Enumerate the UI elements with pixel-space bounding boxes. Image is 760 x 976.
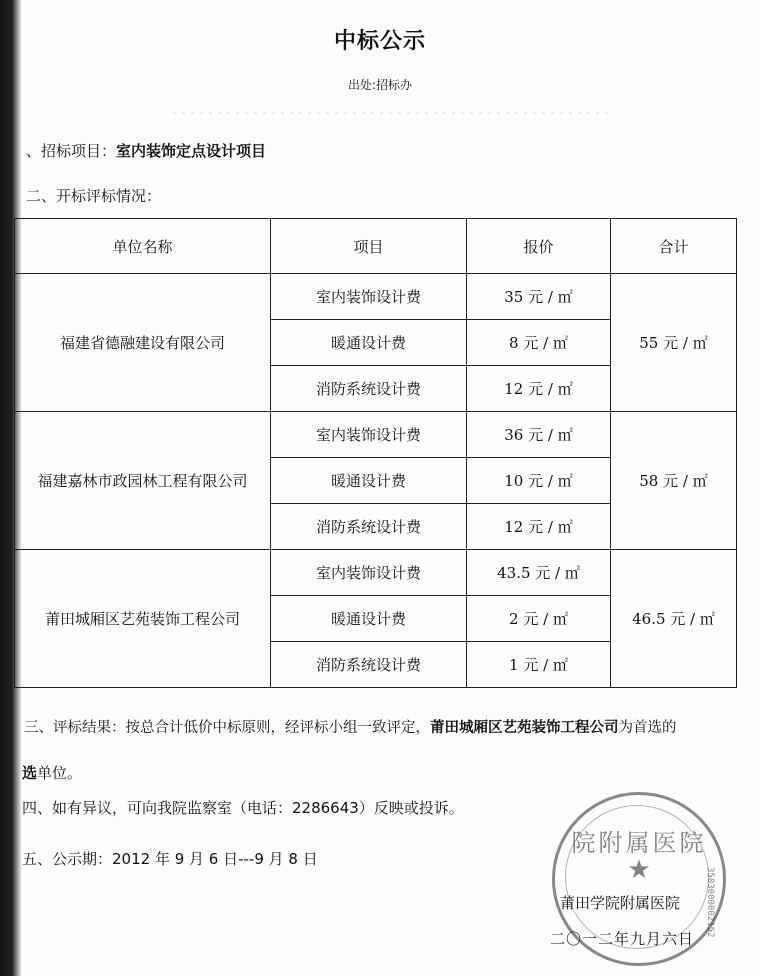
section-3-line2-rest: 单位。 bbox=[37, 764, 83, 782]
header-item: 项目 bbox=[271, 219, 467, 274]
section-3-tail: 为首选的 bbox=[618, 720, 677, 736]
section-5-text: 五、公示期：2012 年 9 月 6 日---9 月 8 日 bbox=[22, 850, 318, 868]
seal-code: 3503000002152 bbox=[705, 867, 715, 938]
table-row bbox=[15, 274, 737, 320]
item-cell: 室内装饰设计费 bbox=[271, 274, 467, 320]
item-cell: 室内装饰设计费 bbox=[271, 550, 467, 596]
seal-star-icon: ★ bbox=[627, 855, 651, 885]
signature-organization: 莆田学院附属医院 bbox=[560, 894, 681, 912]
price-cell: 43.5 元 / ㎡ bbox=[467, 550, 611, 596]
bidder-name: 福建省德融建设有限公司 bbox=[15, 274, 271, 412]
separator-dots bbox=[170, 110, 610, 116]
section-1-label: 、招标项目： bbox=[26, 142, 117, 160]
bid-evaluation-table bbox=[14, 218, 737, 688]
item-cell: 消防系统设计费 bbox=[271, 504, 467, 550]
price-cell: 8 元 / ㎡ bbox=[467, 320, 611, 366]
item-cell: 暖通设计费 bbox=[271, 320, 467, 366]
price-cell: 35 元 / ㎡ bbox=[467, 274, 611, 320]
total-cell: 58 元 / ㎡ bbox=[611, 412, 737, 550]
section-3 bbox=[24, 716, 677, 737]
price-cell: 1 元 / ㎡ bbox=[467, 642, 611, 688]
page-title: 中标公示 bbox=[333, 29, 426, 54]
section-2-label: 二、开标评标情况： bbox=[26, 187, 162, 205]
section-3-line-2 bbox=[22, 762, 82, 783]
section-3-line2-bold: 选 bbox=[22, 764, 38, 782]
header-company: 单位名称 bbox=[15, 219, 271, 274]
header-price: 报价 bbox=[467, 219, 611, 274]
item-cell: 消防系统设计费 bbox=[271, 642, 467, 688]
price-cell: 10 元 / ㎡ bbox=[467, 458, 611, 504]
table-row bbox=[15, 550, 737, 596]
price-cell: 36 元 / ㎡ bbox=[467, 412, 611, 458]
item-cell: 室内装饰设计费 bbox=[271, 412, 467, 458]
item-cell: 消防系统设计费 bbox=[271, 366, 467, 412]
winning-bidder: 莆田城厢区艺苑装饰工程公司 bbox=[430, 720, 619, 736]
seal-text: 院附属医院 bbox=[571, 829, 707, 857]
price-cell: 12 元 / ㎡ bbox=[467, 504, 611, 550]
section-5 bbox=[22, 848, 318, 869]
total-cell: 46.5 元 / ㎡ bbox=[611, 550, 737, 688]
item-cell: 暖通设计费 bbox=[271, 458, 467, 504]
section-4 bbox=[22, 797, 464, 818]
price-cell: 12 元 / ㎡ bbox=[467, 366, 611, 412]
total-cell: 55 元 / ㎡ bbox=[611, 274, 737, 412]
bidder-name: 莆田城厢区艺苑装饰工程公司 bbox=[15, 550, 271, 688]
header-total: 合计 bbox=[611, 219, 737, 274]
section-4-text: 四、如有异议，可向我院监察室（电话：2286643）反映或投诉。 bbox=[22, 799, 464, 817]
bidder-name: 福建嘉林市政园林工程有限公司 bbox=[15, 412, 271, 550]
price-cell: 2 元 / ㎡ bbox=[467, 596, 611, 642]
table-row bbox=[15, 412, 737, 458]
item-cell: 暖通设计费 bbox=[271, 596, 467, 642]
table-header-row bbox=[15, 219, 737, 274]
signature-date: 二〇一二年九月六日 bbox=[550, 930, 695, 948]
section-3-label: 三、评标结果： bbox=[24, 720, 126, 736]
project-name: 室内装饰定点设计项目 bbox=[116, 142, 267, 160]
section-3-text: 按总合计低价中标原则，经评标小组一致评定， bbox=[125, 720, 430, 736]
source-line: 出处:招标办 bbox=[347, 78, 413, 92]
section-1 bbox=[26, 140, 266, 161]
section-2 bbox=[26, 185, 161, 206]
